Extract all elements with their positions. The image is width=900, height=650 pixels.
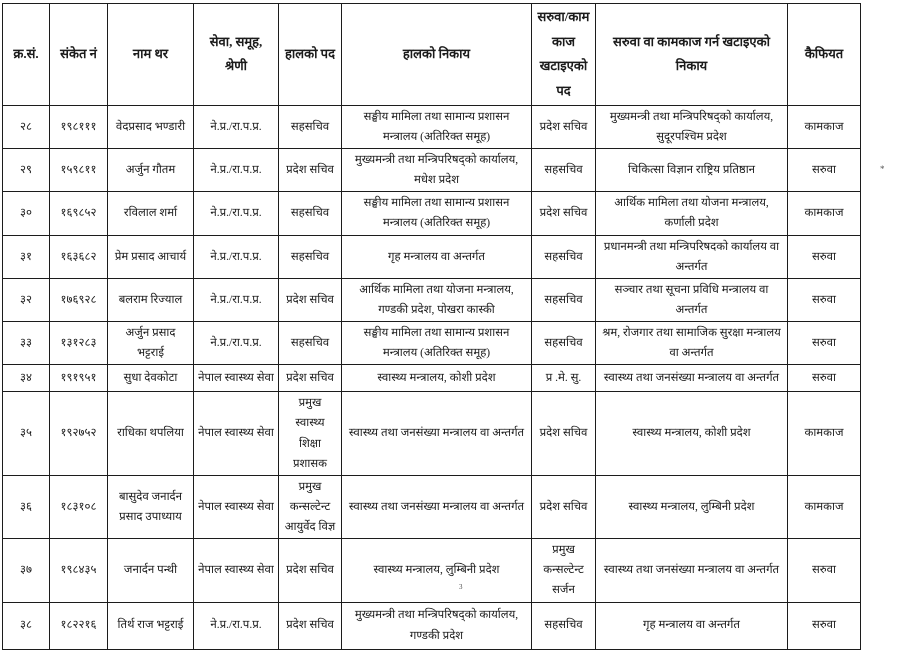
cell-current-post: प्रमुख कन्सल्टेन्ट आयुर्वेद विज्ञ bbox=[279, 475, 342, 538]
header-current-post: हालको पद bbox=[279, 4, 342, 106]
cell-code: १९२७५२ bbox=[50, 392, 108, 476]
cell-current-post: सहसचिव bbox=[279, 192, 342, 235]
cell-assigned-post: प्र .मे. सु. bbox=[532, 365, 596, 392]
header-service-group-class: सेवा, समूह, श्रेणी bbox=[194, 4, 279, 106]
cell-assigned-office: आर्थिक मामिला तथा योजना मन्त्रालय, कर्णाली प्रदेश bbox=[596, 192, 788, 235]
cell-current-office: मुख्यमन्त्री तथा मन्त्रिपरिषद्को कार्यालय, मधेश प्रदेश bbox=[342, 149, 532, 192]
cell-code: १९८४३५ bbox=[50, 539, 108, 602]
cell-service: ने.प्र./रा.प.प्र. bbox=[194, 192, 279, 235]
cell-assigned-post: प्रमुख कन्सल्टेन्ट सर्जन bbox=[532, 539, 596, 602]
cell-name: वेदप्रसाद भण्डारी bbox=[108, 105, 194, 148]
cell-assigned-office: प्रधानमन्त्री तथा मन्त्रिपरिषदको कार्यालय वा अन्तर्गत bbox=[596, 235, 788, 278]
cell-current-post: सहसचिव bbox=[279, 235, 342, 278]
cell-name: बलराम रिज्याल bbox=[108, 278, 194, 321]
table-row bbox=[3, 322, 861, 365]
cell-current-office: आर्थिक मामिला तथा योजना मन्त्रालय, गण्डकी प्रदेश, पोखरा कास्की bbox=[342, 278, 532, 321]
table-header bbox=[3, 4, 861, 106]
cell-service: नेपाल स्वास्थ्य सेवा bbox=[194, 365, 279, 392]
cell-assigned-office: मुख्यमन्त्री तथा मन्त्रिपरिषद्को कार्यालय, सुदूरपश्चिम प्रदेश bbox=[596, 105, 788, 148]
cell-assigned-post: सहसचिव bbox=[532, 149, 596, 192]
cell-current-office: स्वास्थ्य मन्त्रालय, कोशी प्रदेश bbox=[342, 365, 532, 392]
cell-current-office: मुख्यमन्त्री तथा मन्त्रिपरिषद्को कार्यालय, गण्डकी प्रदेश bbox=[342, 602, 532, 649]
cell-sn: २८ bbox=[3, 105, 50, 148]
margin-asterisk-mark: * bbox=[880, 164, 885, 174]
table-row bbox=[3, 539, 861, 602]
cell-current-office: सङ्घीय मामिला तथा सामान्य प्रशासन मन्त्रालय (अतिरिक्त समूह) bbox=[342, 105, 532, 148]
cell-name: रविलाल शर्मा bbox=[108, 192, 194, 235]
cell-assigned-office: सञ्चार तथा सूचना प्रविधि मन्त्रालय वा अन्तर्गत bbox=[596, 278, 788, 321]
header-name: नाम थर bbox=[108, 4, 194, 106]
cell-service: ने.प्र./रा.प.प्र. bbox=[194, 322, 279, 365]
cell-assigned-post: प्रदेश सचिव bbox=[532, 192, 596, 235]
cell-assigned-office: गृह मन्त्रालय वा अन्तर्गत bbox=[596, 602, 788, 649]
cell-assigned-office: चिकित्सा विज्ञान राष्ट्रिय प्रतिष्ठान bbox=[596, 149, 788, 192]
cell-current-post: सहसचिव bbox=[279, 322, 342, 365]
page-number: 3 bbox=[459, 583, 463, 591]
cell-code: १८२२१६ bbox=[50, 602, 108, 649]
table-row bbox=[3, 192, 861, 235]
cell-sn: ३२ bbox=[3, 278, 50, 321]
cell-current-post: सहसचिव bbox=[279, 105, 342, 148]
cell-assigned-post: सहसचिव bbox=[532, 602, 596, 649]
cell-code: १३१२८३ bbox=[50, 322, 108, 365]
cell-sn: ३७ bbox=[3, 539, 50, 602]
cell-remark: सरुवा bbox=[788, 235, 861, 278]
cell-code: १७६९२८ bbox=[50, 278, 108, 321]
cell-remark: कामकाज bbox=[788, 392, 861, 476]
table-row bbox=[3, 235, 861, 278]
table-body bbox=[3, 105, 861, 649]
cell-name: जनार्दन पन्थी bbox=[108, 539, 194, 602]
cell-sn: ३० bbox=[3, 192, 50, 235]
cell-assigned-post: प्रदेश सचिव bbox=[532, 105, 596, 148]
cell-sn: ३१ bbox=[3, 235, 50, 278]
table-row bbox=[3, 278, 861, 321]
cell-service: ने.प्र./रा.प.प्र. bbox=[194, 235, 279, 278]
cell-service: ने.प्र./रा.प.प्र. bbox=[194, 105, 279, 148]
cell-name: प्रेम प्रसाद आचार्य bbox=[108, 235, 194, 278]
cell-service: नेपाल स्वास्थ्य सेवा bbox=[194, 475, 279, 538]
cell-remark: कामकाज bbox=[788, 105, 861, 148]
cell-assigned-office: स्वास्थ्य तथा जनसंख्या मन्त्रालय वा अन्तर्गत bbox=[596, 365, 788, 392]
header-remarks: कैफियत bbox=[788, 4, 861, 106]
transfer-roster-table bbox=[2, 3, 861, 650]
table-row bbox=[3, 365, 861, 392]
cell-service: ने.प्र./रा.प.प्र. bbox=[194, 149, 279, 192]
cell-current-post: प्रदेश सचिव bbox=[279, 278, 342, 321]
cell-code: १९१९५१ bbox=[50, 365, 108, 392]
cell-sn: २९ bbox=[3, 149, 50, 192]
cell-remark: सरुवा bbox=[788, 602, 861, 649]
cell-assigned-office: स्वास्थ्य मन्त्रालय, कोशी प्रदेश bbox=[596, 392, 788, 476]
cell-assigned-post: प्रदेश सचिव bbox=[532, 392, 596, 476]
cell-current-post: प्रदेश सचिव bbox=[279, 602, 342, 649]
cell-code: १८३१०८ bbox=[50, 475, 108, 538]
cell-service: नेपाल स्वास्थ्य सेवा bbox=[194, 539, 279, 602]
header-assigned-office: सरुवा वा कामकाज गर्न खटाइएको निकाय bbox=[596, 4, 788, 106]
cell-name: बासुदेव जनार्दन प्रसाद उपाध्याय bbox=[108, 475, 194, 538]
cell-current-office: गृह मन्त्रालय वा अन्तर्गत bbox=[342, 235, 532, 278]
cell-current-post: प्रमुख स्वास्थ्य शिक्षा प्रशासक bbox=[279, 392, 342, 476]
cell-assigned-post: सहसचिव bbox=[532, 278, 596, 321]
cell-name: राधिका थपलिया bbox=[108, 392, 194, 476]
cell-remark: सरुवा bbox=[788, 149, 861, 192]
cell-current-office: स्वास्थ्य तथा जनसंख्या मन्त्रालय वा अन्तर्गत bbox=[342, 392, 532, 476]
cell-name: सुधा देवकोटा bbox=[108, 365, 194, 392]
table-row bbox=[3, 105, 861, 148]
cell-assigned-post: सहसचिव bbox=[532, 322, 596, 365]
header-serial-number: क्र.सं. bbox=[3, 4, 50, 106]
cell-code: १५९८११ bbox=[50, 149, 108, 192]
cell-name: अर्जुन गौतम bbox=[108, 149, 194, 192]
header-row bbox=[3, 4, 861, 106]
table-row bbox=[3, 602, 861, 649]
cell-service: ने.प्र./रा.प.प्र. bbox=[194, 278, 279, 321]
cell-current-post: प्रदेश सचिव bbox=[279, 539, 342, 602]
cell-current-office: स्वास्थ्य तथा जनसंख्या मन्त्रालय वा अन्तर्गत bbox=[342, 475, 532, 538]
cell-current-office: सङ्घीय मामिला तथा सामान्य प्रशासन मन्त्रालय (अतिरिक्त समूह) bbox=[342, 322, 532, 365]
cell-code: १६३६८२ bbox=[50, 235, 108, 278]
cell-name: तिर्थ राज भट्टराई bbox=[108, 602, 194, 649]
cell-current-office: स्वास्थ्य मन्त्रालय, लुम्बिनी प्रदेश bbox=[342, 539, 532, 602]
cell-assigned-post: सहसचिव bbox=[532, 235, 596, 278]
cell-remark: कामकाज bbox=[788, 192, 861, 235]
cell-current-post: प्रदेश सचिव bbox=[279, 149, 342, 192]
cell-current-post: प्रदेश सचिव bbox=[279, 365, 342, 392]
cell-remark: सरुवा bbox=[788, 322, 861, 365]
cell-sn: ३३ bbox=[3, 322, 50, 365]
cell-remark: कामकाज bbox=[788, 475, 861, 538]
cell-remark: सरुवा bbox=[788, 365, 861, 392]
cell-service: नेपाल स्वास्थ्य सेवा bbox=[194, 392, 279, 476]
cell-code: १६९८५२ bbox=[50, 192, 108, 235]
cell-sn: ३४ bbox=[3, 365, 50, 392]
cell-name: अर्जुन प्रसाद भट्टराई bbox=[108, 322, 194, 365]
cell-remark: सरुवा bbox=[788, 539, 861, 602]
cell-code: १९८१११ bbox=[50, 105, 108, 148]
cell-current-office: सङ्घीय मामिला तथा सामान्य प्रशासन मन्त्रालय (अतिरिक्त समूह) bbox=[342, 192, 532, 235]
table-row bbox=[3, 149, 861, 192]
header-assigned-post: सरुवा/काम काज खटाइएको पद bbox=[532, 4, 596, 106]
cell-assigned-post: प्रदेश सचिव bbox=[532, 475, 596, 538]
cell-sn: ३५ bbox=[3, 392, 50, 476]
cell-sn: ३६ bbox=[3, 475, 50, 538]
cell-assigned-office: स्वास्थ्य मन्त्रालय, लुम्बिनी प्रदेश bbox=[596, 475, 788, 538]
cell-assigned-office: स्वास्थ्य तथा जनसंख्या मन्त्रालय वा अन्तर्गत bbox=[596, 539, 788, 602]
header-current-office: हालको निकाय bbox=[342, 4, 532, 106]
table-row bbox=[3, 475, 861, 538]
cell-assigned-office: श्रम, रोजगार तथा सामाजिक सुरक्षा मन्त्रालय वा अन्तर्गत bbox=[596, 322, 788, 365]
cell-sn: ३८ bbox=[3, 602, 50, 649]
table-row bbox=[3, 392, 861, 476]
cell-service: ने.प्र./रा.प.प्र. bbox=[194, 602, 279, 649]
header-code-number: संकेत नं bbox=[50, 4, 108, 106]
cell-remark: सरुवा bbox=[788, 278, 861, 321]
